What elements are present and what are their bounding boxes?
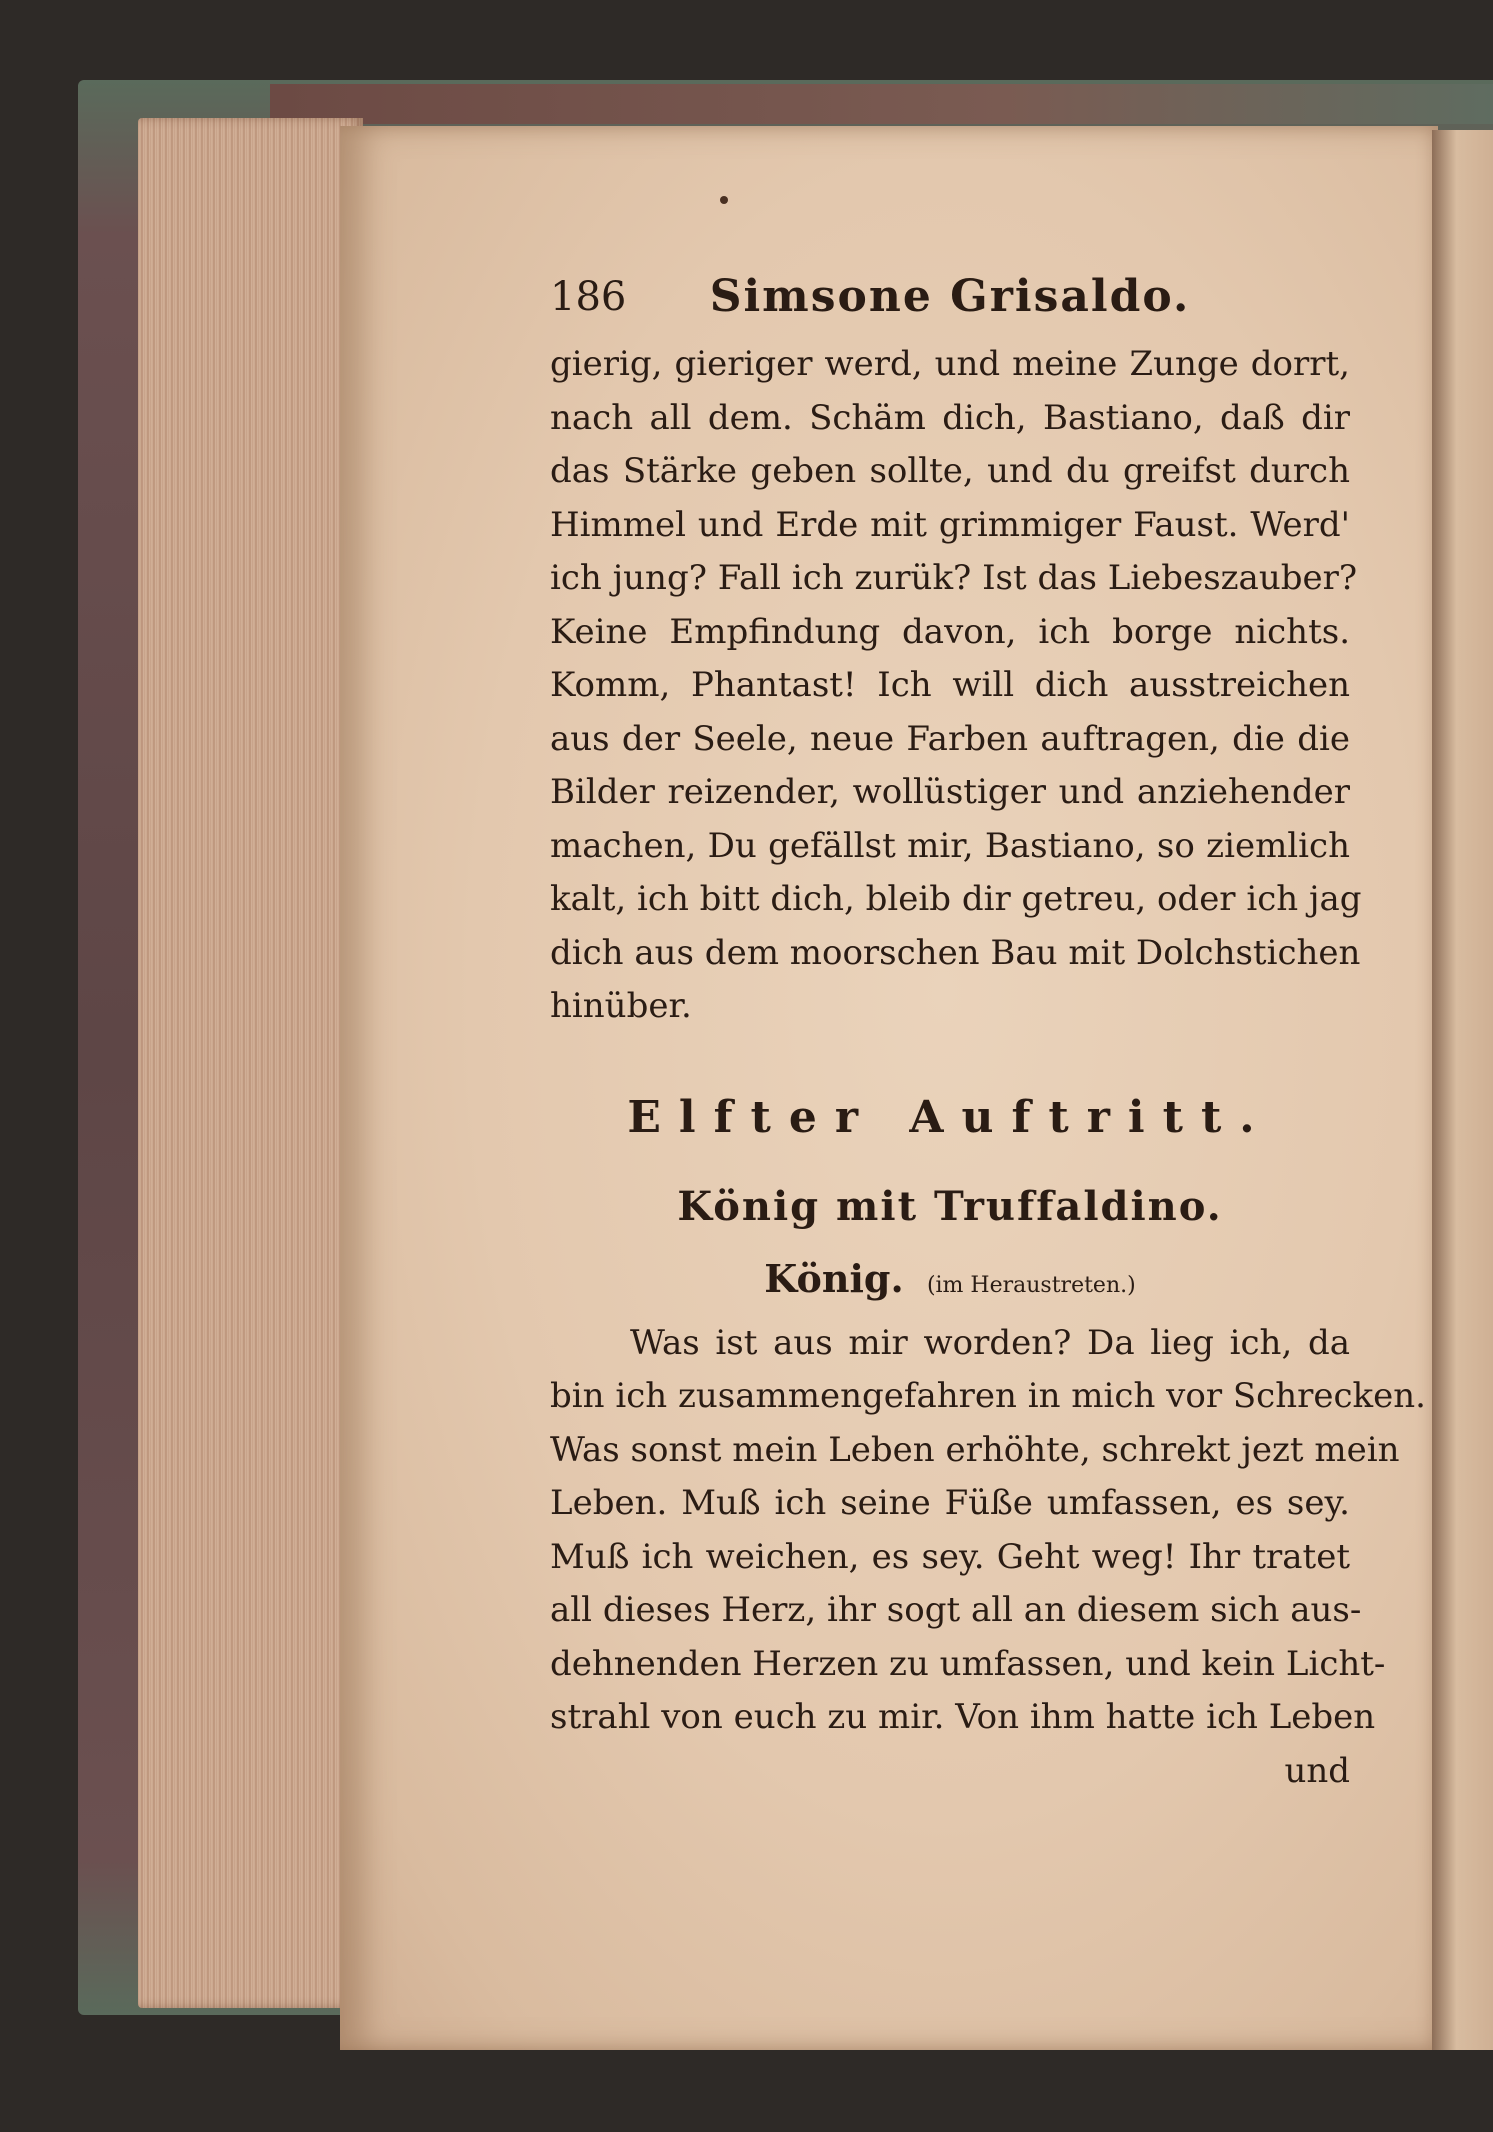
text-line: das Stärke geben sollte, und du greifst durch — [550, 451, 1350, 491]
book-spine-top — [270, 84, 1493, 124]
text-line: ich jung? Fall ich zurük? Ist das Liebeszauber? — [550, 558, 1358, 598]
page-edges — [138, 118, 363, 2008]
running-title: Simsone Grisaldo. — [709, 271, 1191, 322]
paragraph-1 — [550, 338, 1362, 1034]
stage-direction: (im Heraustreten.) — [926, 1272, 1136, 1298]
ink-spot — [720, 196, 728, 204]
text-line: Was sonst mein Leben erhöhte, schrekt jezt mein — [550, 1429, 1400, 1470]
text-line: aus der Seele, neue Farben auftragen, die die — [550, 718, 1350, 759]
text-line: machen, Du gefällst mir, Bastiano, so ziemlich — [550, 825, 1350, 866]
catchword: und — [1284, 1750, 1350, 1791]
text-line: Bilder reizender, wollüstiger und anziehender — [550, 772, 1350, 812]
paragraph-2 — [550, 1317, 1426, 1745]
text-line: strahl von euch zu mir. Von ihm hatte ich Leben — [550, 1697, 1376, 1737]
text-line: bin ich zusammengefahren in mich vor Schrecken. — [550, 1376, 1426, 1416]
text-line: Leben. Muß ich seine Füße umfassen, es sey. — [550, 1483, 1350, 1523]
scene-heading: Elfter Auftritt. — [627, 1091, 1273, 1143]
text-line: Muß ich weichen, es sey. Geht weg! Ihr tratet — [550, 1536, 1350, 1577]
speaker-name: König. — [764, 1255, 904, 1301]
text-line: nach all dem. Schäm dich, Bastiano, daß dir — [550, 397, 1350, 438]
scene-persons: König mit Truffaldino. — [677, 1182, 1223, 1230]
text-line: Komm, Phantast! Ich will dich ausstreichen — [550, 665, 1350, 705]
page-header — [550, 262, 1350, 332]
text-line: Was ist aus mir worden? Da lieg ich, da — [630, 1322, 1350, 1363]
text-line: Keine Empfindung davon, ich borge nichts. — [550, 611, 1350, 652]
text-line: kalt, ich bitt dich, bleib dir getreu, oder ich jag — [550, 879, 1362, 919]
page-text — [550, 262, 1426, 1798]
text-line: gierig, gieriger werd, und meine Zunge dorrt, — [550, 344, 1350, 384]
speaker-line — [550, 1256, 1350, 1301]
text-line: dehnenden Herzen zu umfassen, und kein Licht- — [550, 1643, 1386, 1684]
page-number: 186 — [550, 274, 627, 320]
text-line: all dieses Herz, ihr sogt all an diesem sich aus- — [550, 1590, 1362, 1630]
text-line: Himmel und Erde mit grimmiger Faust. Werd' — [550, 504, 1350, 545]
next-page-edge — [1432, 130, 1493, 2050]
text-line: hinüber. — [550, 986, 692, 1026]
text-line: dich aus dem moorschen Bau mit Dolchstichen — [550, 932, 1361, 973]
